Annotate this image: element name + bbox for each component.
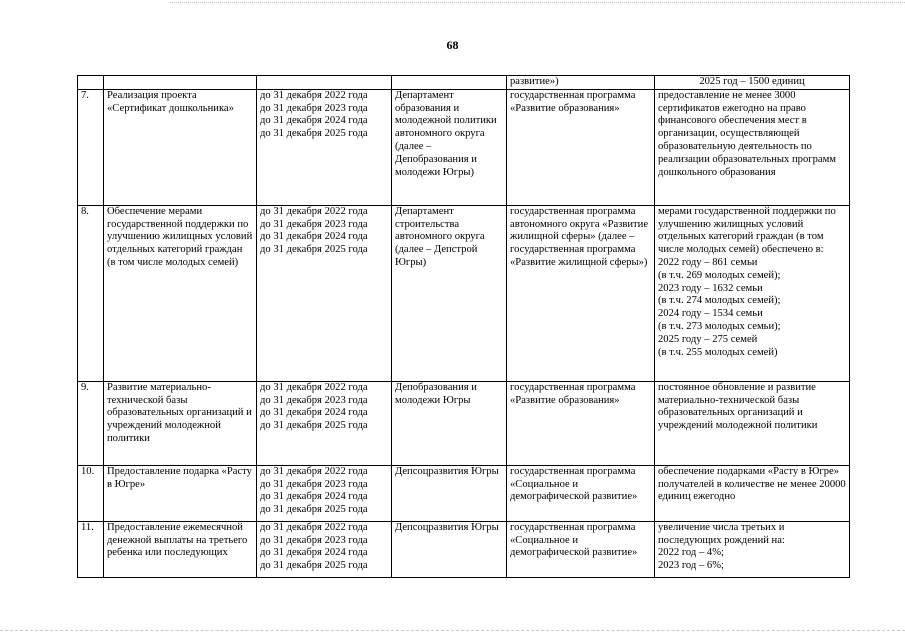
cell-responsible: Депсоцразвития Югры <box>392 521 507 577</box>
scan-edge-top <box>170 2 905 5</box>
cell-name: Реализация проекта «Сертификат дошкольника» <box>104 89 257 205</box>
cell-responsible <box>392 76 507 90</box>
table-row <box>78 381 850 465</box>
cell-name: Обеспечение мерами государственной поддержки по улучшению жилищных условий отдельных категорий граждан (в том числе молодых семей) <box>104 205 257 381</box>
table-row <box>78 521 850 577</box>
cell-program: развитие») <box>507 76 655 90</box>
cell-result: 2025 год – 1500 единиц <box>655 76 850 90</box>
table-row-continuation <box>78 76 850 90</box>
cell-num <box>78 76 104 90</box>
measures-table <box>77 75 850 578</box>
cell-num: 9. <box>78 381 104 465</box>
table-row <box>78 205 850 381</box>
table-row <box>78 465 850 521</box>
cell-name: Предоставление подарка «Расту в Югре» <box>104 465 257 521</box>
cell-name <box>104 76 257 90</box>
cell-deadline: до 31 декабря 2022 года до 31 декабря 2023 года до 31 декабря 2024 года до 31 декабря 2025 года <box>257 89 392 205</box>
cell-deadline: до 31 декабря 2022 года до 31 декабря 2023 года до 31 декабря 2024 года до 31 декабря 2025 года <box>257 381 392 465</box>
scan-edge-bottom <box>0 630 905 634</box>
cell-program: государственная программа «Развитие образования» <box>507 89 655 205</box>
cell-result: мерами государственной поддержки по улучшению жилищных условий отдельных категорий граждан (в том числе молодых семей) обеспечено в: 2022 году – 861 семьи (в т.ч. 269 молодых семей); 2023 году – 1632 семьи (в т.ч. 274 молодых семей); 2024 году – 1534 семьи (в т.ч. 273 молодых семьи); 2025 году – 275 семей (в т.ч. 255 молодых семей) <box>655 205 850 381</box>
cell-result: обеспечение подарками «Расту в Югре» получателей в количестве не менее 20000 единиц ежегодно <box>655 465 850 521</box>
table-row <box>78 89 850 205</box>
cell-result: постоянное обновление и развитие материально-технической базы образовательных организаций и учреждений молодежной политики <box>655 381 850 465</box>
cell-deadline <box>257 76 392 90</box>
cell-deadline: до 31 декабря 2022 года до 31 декабря 2023 года до 31 декабря 2024 года до 31 декабря 2025 года <box>257 465 392 521</box>
cell-responsible: Депсоцразвития Югры <box>392 465 507 521</box>
cell-result: увеличение числа третьих и последующих рождений на: 2022 год – 4%; 2023 год – 6%; <box>655 521 850 577</box>
cell-program: государственная программа автономного округа «Развитие жилищной сферы» (далее – государственная программа «Развитие жилищной сферы») <box>507 205 655 381</box>
cell-num: 11. <box>78 521 104 577</box>
page-number: 68 <box>446 38 459 52</box>
cell-responsible: Депобразования и молодежи Югры <box>392 381 507 465</box>
cell-responsible: Департамент строительства автономного округа (далее – Депстрой Югры) <box>392 205 507 381</box>
cell-program: государственная программа «Развитие образования» <box>507 381 655 465</box>
cell-name: Предоставление ежемесячной денежной выплаты на третьего ребенка или последующих <box>104 521 257 577</box>
cell-result: предоставление не менее 3000 сертификатов ежегодно на право финансового обеспечения мест в организации, осуществляющей образовательную деятельность по реализации образовательных программ дошкольного образования <box>655 89 850 205</box>
cell-responsible: Департамент образования и молодежной политики автономного округа (далее – Депобразования и молодежи Югры) <box>392 89 507 205</box>
cell-name: Развитие материально-технической базы образовательных организаций и учреждений молодежной политики <box>104 381 257 465</box>
cell-program: государственная программа «Социальное и демографической развитие» <box>507 521 655 577</box>
cell-deadline: до 31 декабря 2022 года до 31 декабря 2023 года до 31 декабря 2024 года до 31 декабря 2025 года <box>257 521 392 577</box>
cell-num: 7. <box>78 89 104 205</box>
cell-num: 10. <box>78 465 104 521</box>
cell-num: 8. <box>78 205 104 381</box>
cell-deadline: до 31 декабря 2022 года до 31 декабря 2023 года до 31 декабря 2024 года до 31 декабря 2025 года <box>257 205 392 381</box>
cell-program: государственная программа «Социальное и демографической развитие» <box>507 465 655 521</box>
